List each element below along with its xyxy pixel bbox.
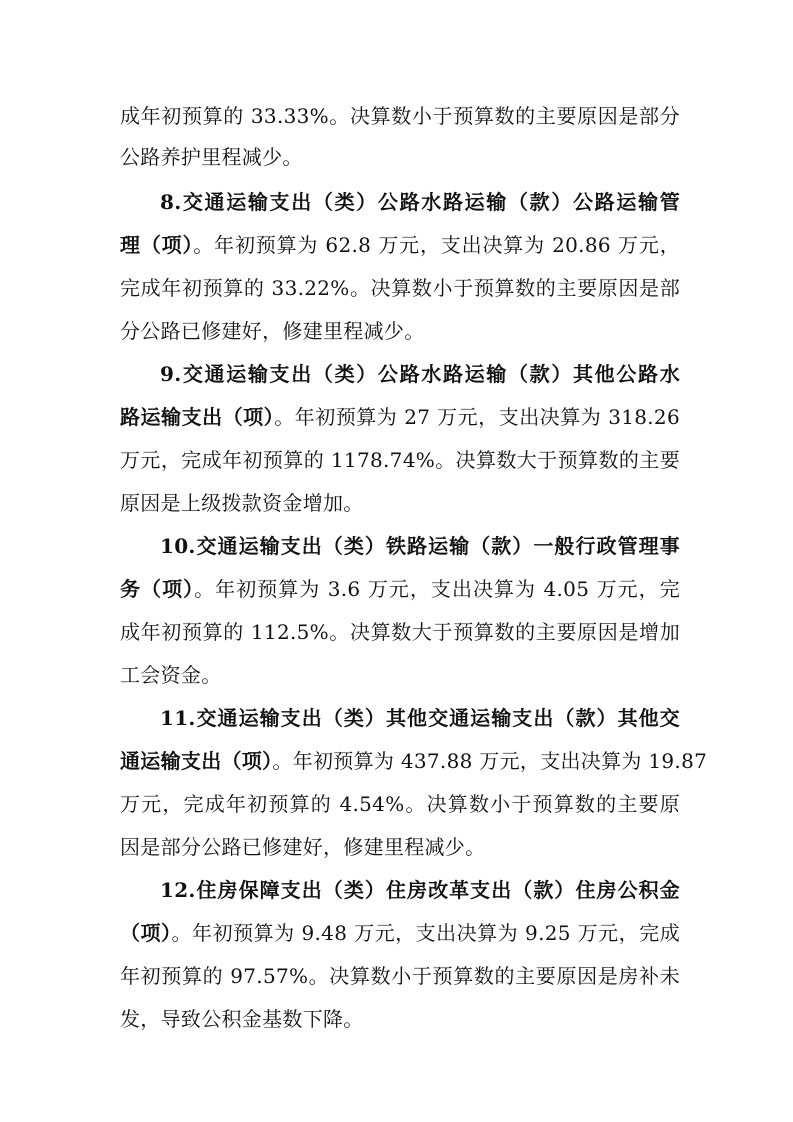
item-heading: 11.交通运输支出（类）其他交通运输支出（款）其他交: [160, 706, 680, 730]
paragraph-line: 工会资金。: [120, 663, 222, 687]
paragraph-line: [120, 226, 680, 264]
paragraph-line: 成年初预算的 33.33%。决算数小于预算数的主要原因是部分: [120, 104, 680, 128]
item-heading: 10.交通运输支出（类）铁路运输（款）一般行政管理事: [160, 534, 680, 558]
paragraph-line: 万元，完成年初预算的 1178.74%。决算数大于预算数的主要: [120, 448, 680, 472]
paragraph-line: 公路养护里程减少。: [120, 145, 303, 169]
paragraph-line: 因是部分公路已修建好，修建里程减少。: [120, 835, 486, 859]
item-heading: 8.交通运输支出（类）公路水路运输（款）公路运输管: [160, 190, 680, 214]
paragraph-line: [120, 742, 708, 780]
paragraph-line: 万元，完成年初预算的 4.54%。决算数小于预算数的主要原: [120, 792, 680, 816]
paragraph-line: [120, 570, 680, 608]
paragraph-line: 成年初预算的 112.5%。决算数大于预算数的主要原因是增加: [120, 620, 680, 644]
paragraph-line: 分公路已修建好，修建里程减少。: [120, 319, 425, 343]
paragraph-line: 完成年初预算的 33.22%。决算数小于预算数的主要原因是部: [120, 276, 680, 300]
paragraph-line: 原因是上级拨款资金增加。: [120, 491, 364, 515]
item-heading-tail: 通运输支出（项）: [120, 749, 273, 773]
item-heading-tail: （项）: [120, 921, 172, 945]
item-text: 。年初预算为 9.48 万元，支出决算为 9.25 万元，完成: [171, 921, 680, 945]
item-heading-tail: 理（项）: [120, 233, 194, 257]
item-heading: 12.住房保障支出（类）住房改革支出（款）住房公积金: [160, 878, 680, 902]
item-text: 。年初预算为 437.88 万元，支出决算为 19.87: [272, 749, 708, 773]
item-heading-tail: 务（项）: [120, 577, 195, 601]
paragraph-line: [120, 398, 680, 436]
paragraph-line: 发，导致公积金基数下降。: [120, 1007, 364, 1031]
item-heading: 9.交通运输支出（类）公路水路运输（款）其他公路水: [160, 362, 680, 386]
item-text: 。年初预算为 3.6 万元，支出决算为 4.05 万元，完: [194, 577, 681, 601]
item-text: 。年初预算为 27 万元，支出决算为 318.26: [274, 405, 680, 429]
paragraph-line: [120, 914, 680, 952]
item-text: 。年初预算为 62.8 万元，支出决算为 20.86 万元，: [193, 233, 680, 257]
item-heading-tail: 路运输支出（项）: [120, 405, 275, 429]
paragraph-line: 年初预算的 97.57%。决算数小于预算数的主要原因是房补未: [120, 964, 680, 988]
